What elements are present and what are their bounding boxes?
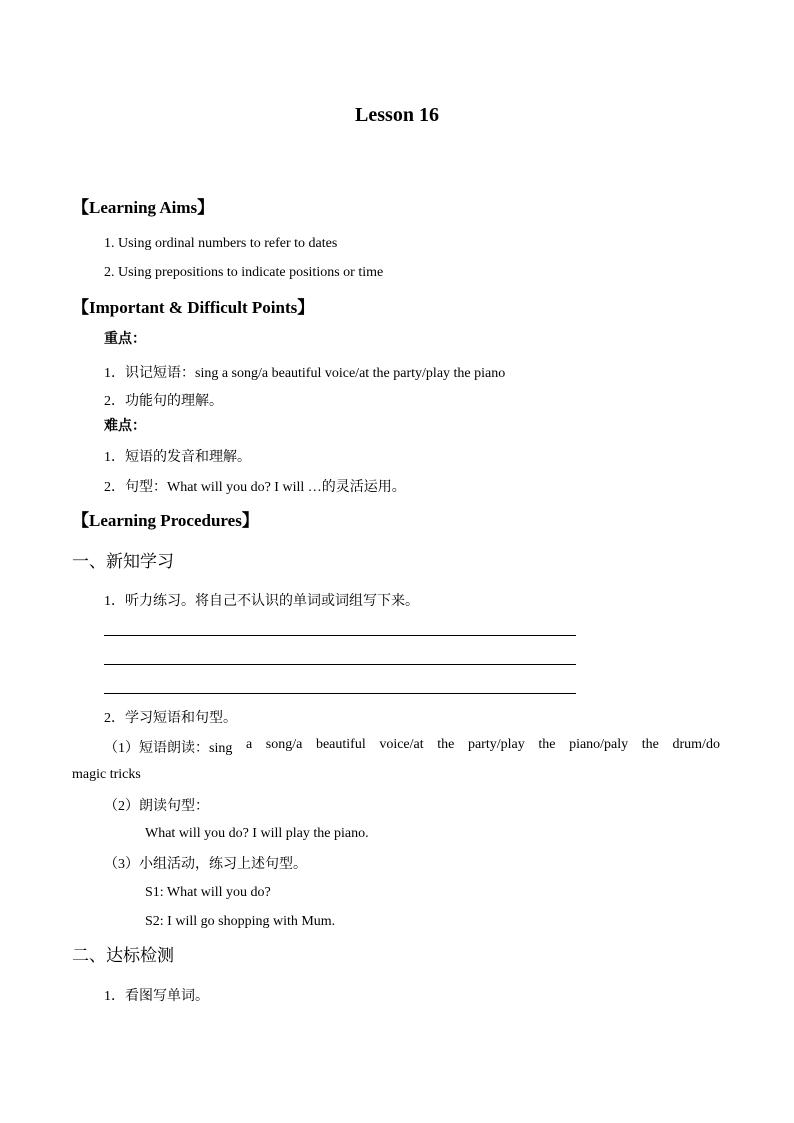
- learning-procedures-heading: 【Learning Procedures】: [72, 511, 259, 530]
- learning-aims-heading: 【Learning Aims】: [72, 198, 215, 217]
- phrase-word: song/a: [265, 737, 303, 752]
- dialog-line-1: S1: What will you do?: [145, 885, 271, 900]
- difficult-point-item-2: 2．句型：What will you do? I will …的灵活运用。: [104, 480, 406, 495]
- key-point-item-1: 1．识记短语：sing a song/a beautiful voice/at the party/play the piano: [104, 366, 506, 381]
- phrase-word: the: [437, 737, 455, 752]
- sentence-example: What will you do? I will play the piano.: [145, 826, 369, 841]
- phrase-word: drum/do: [672, 737, 720, 752]
- phrase-word: a: [245, 737, 253, 752]
- difficult-point-item-1: 1．短语的发音和理解。: [104, 450, 251, 465]
- dialog-line-2: S2: I will go shopping with Mum.: [145, 914, 336, 929]
- phrase-reading-continuation: magic tricks: [72, 767, 141, 782]
- phrase-word: the: [641, 737, 659, 752]
- step-listening: 1．听力练习。将自己不认识的单词或词组写下来。: [104, 594, 419, 609]
- aim-item-1: 1. Using ordinal numbers to refer to dates: [104, 236, 338, 251]
- phrase-word: the: [538, 737, 556, 752]
- difficult-points-label: 难点：: [104, 419, 146, 434]
- phrase-word: voice/at: [379, 737, 424, 752]
- section-new-learning: 一、新知学习: [72, 552, 174, 571]
- answer-line-1[interactable]: [104, 635, 576, 636]
- aim-item-2: 2. Using prepositions to indicate positions or time: [104, 265, 384, 280]
- step-phrases-sentences: 2．学习短语和句型。: [104, 711, 237, 726]
- answer-line-2[interactable]: [104, 664, 576, 665]
- phrase-word: party/play: [467, 737, 525, 752]
- answer-line-3[interactable]: [104, 693, 576, 694]
- key-point-item-2: 2．功能句的理解。: [104, 394, 223, 409]
- phrase-word: piano/paly: [569, 737, 629, 752]
- phrase-word: （1）短语朗读：sing: [104, 741, 233, 756]
- sentence-reading-label: （2）朗读句型：: [104, 799, 209, 814]
- page-title: Lesson 16: [355, 104, 439, 126]
- key-points-label: 重点：: [104, 332, 146, 347]
- section-assessment: 二、达标检测: [72, 946, 174, 965]
- important-points-heading: 【Important & Difficult Points】: [72, 298, 315, 317]
- phrase-reading-line: [72, 737, 720, 757]
- phrase-word: beautiful: [315, 737, 366, 752]
- step-picture-words: 1．看图写单词。: [104, 989, 209, 1004]
- group-activity-label: （3）小组活动，练习上述句型。: [104, 857, 307, 872]
